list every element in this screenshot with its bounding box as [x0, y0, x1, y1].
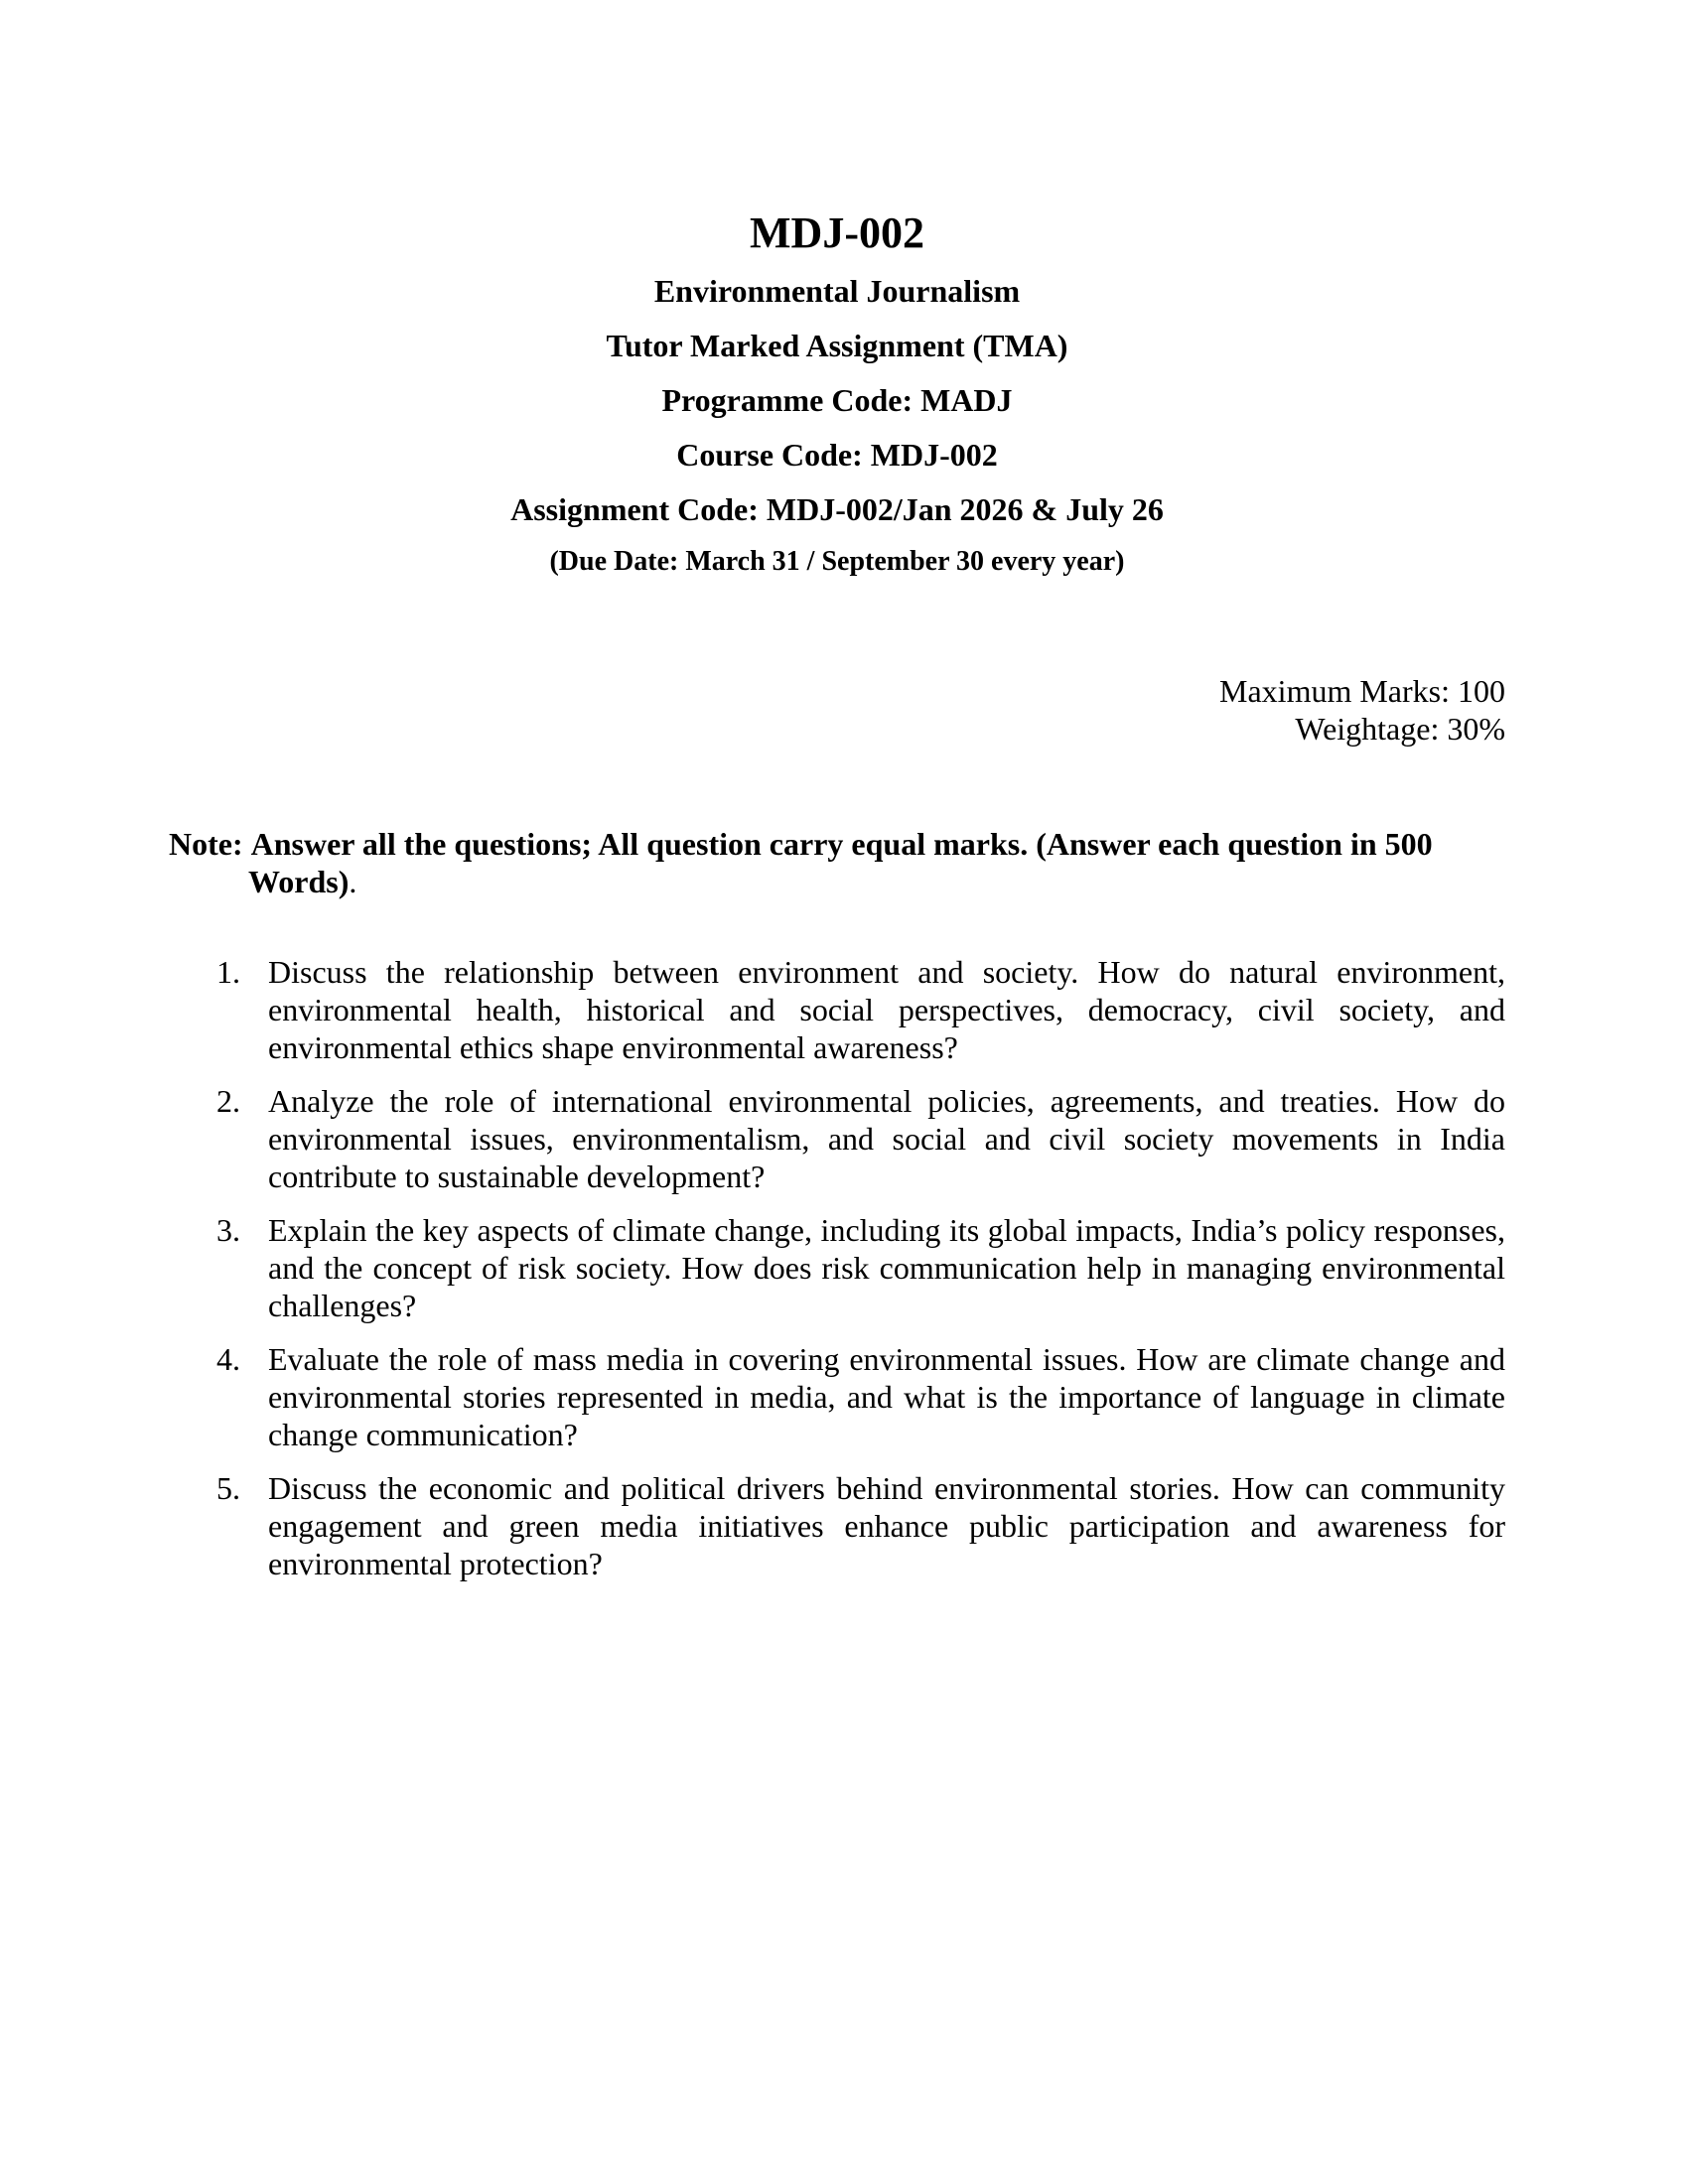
- note-text-line2: Words): [248, 864, 350, 899]
- assignment-code: Assignment Code: MDJ-002/Jan 2026 & July 26: [510, 491, 1164, 527]
- course-code: Course Code: MDJ-002: [676, 437, 998, 473]
- question-list: [209, 953, 1505, 1598]
- marks-info: [1219, 672, 1505, 748]
- note-text-line2-wrap: [169, 863, 1499, 900]
- question-number: 4.: [216, 1341, 240, 1377]
- assignment-type: Tutor Marked Assignment (TMA): [606, 328, 1068, 363]
- question-item: [209, 953, 1505, 1066]
- question-text: Discuss the economic and political drivers behind environmental stories. How can community engagement and green media initiatives enhance public participation and awareness for environmental protection?: [268, 1470, 1505, 1581]
- question-text: Discuss the relationship between environment and society. How do natural environment, environmental health, historical and social perspectives, democracy, civil society, and environmental ethics shape environmental awareness?: [268, 954, 1505, 1065]
- course-id-title: MDJ-002: [750, 208, 924, 257]
- question-text: Evaluate the role of mass media in covering environmental issues. How are climate change and environmental stories represented in media, and what is the importance of language in climate change communication?: [268, 1341, 1505, 1452]
- question-number: 5.: [216, 1470, 240, 1506]
- programme-code: Programme Code: MADJ: [661, 382, 1013, 418]
- note-label: Note:: [169, 826, 243, 862]
- document-header: [0, 204, 1674, 595]
- question-text: Analyze the role of international environmental policies, agreements, and treaties. How do environmental issues, environmentalism, and social and civil society movements in India contribute to sustainable development?: [268, 1083, 1505, 1194]
- course-title: Environmental Journalism: [653, 273, 1021, 309]
- weightage: Weightage: 30%: [1295, 711, 1505, 747]
- question-text: Explain the key aspects of climate change, including its global impacts, India’s policy responses, and the concept of risk society. How does risk communication help in managing environmental challenges?: [268, 1212, 1505, 1323]
- question-number: 3.: [216, 1212, 240, 1248]
- maximum-marks: Maximum Marks: 100: [1219, 673, 1505, 709]
- question-item: [209, 1211, 1505, 1324]
- note-text-end: .: [349, 864, 357, 899]
- instructions-note: [169, 825, 1499, 900]
- question-number: 1.: [216, 954, 240, 990]
- due-date: (Due Date: March 31 / September 30 every year): [549, 546, 1125, 577]
- question-item: [209, 1469, 1505, 1582]
- question-number: 2.: [216, 1083, 240, 1119]
- note-text-line1: Answer all the questions; All question carry equal marks. (Answer each question in 500: [250, 826, 1433, 862]
- question-item: [209, 1082, 1505, 1195]
- question-item: [209, 1340, 1505, 1453]
